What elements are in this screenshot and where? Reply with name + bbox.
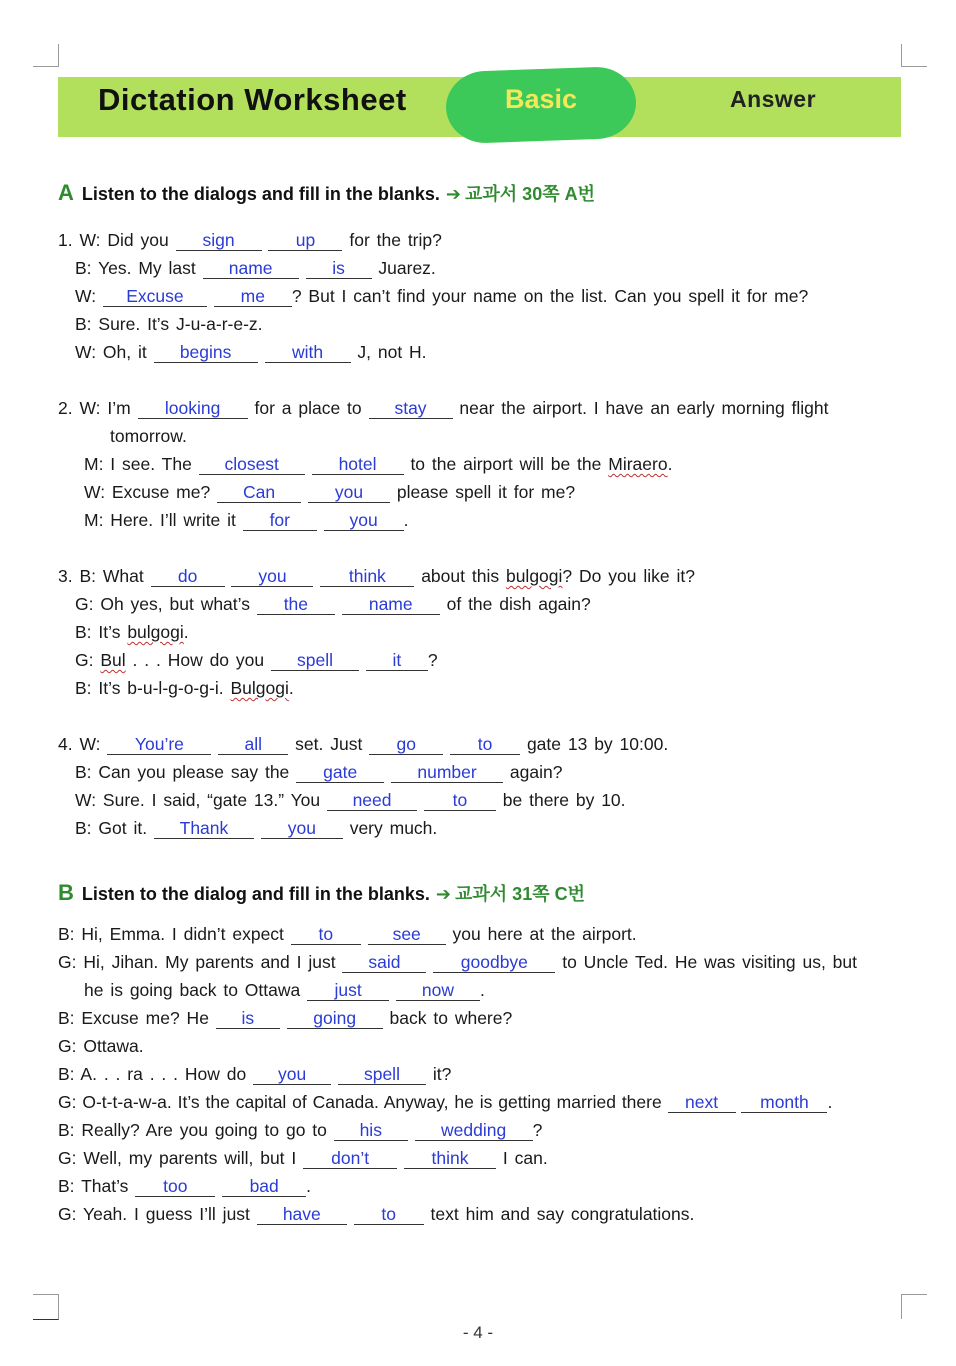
dialog-line: B: Got it. Thank you very much.: [75, 818, 438, 838]
dialog-line: G: Bul . . . How do you spell it ?: [75, 650, 438, 670]
answer-blank: Can: [217, 483, 301, 503]
page-number: - 4 -: [462, 1323, 494, 1342]
arrow-icon: ➔: [445, 184, 462, 204]
answer-blank: is: [216, 1009, 280, 1029]
answer-blank: me: [214, 287, 292, 307]
dialog-line: B: A. . . ra . . . How do you spell it?: [58, 1064, 452, 1084]
textbook-reference: 교과서 30쪽 A번: [465, 184, 595, 204]
dialog-line: W: Excuse me? Can you please spell it for me?: [84, 482, 576, 502]
answer-blank: Excuse: [103, 287, 207, 307]
answer-blank: just: [307, 981, 389, 1001]
section-letter: A: [58, 180, 74, 205]
answer-blank: his: [334, 1121, 408, 1141]
textbook-reference: 교과서 31쪽 C번: [455, 884, 585, 904]
section-b-heading: [58, 880, 585, 906]
answer-blank: up: [268, 231, 342, 251]
answer-blank: to: [450, 735, 520, 755]
answer-blank: bad: [222, 1177, 306, 1197]
answer-tab: Answer: [729, 86, 817, 112]
answer-blank: don’t: [303, 1149, 397, 1169]
answer-blank: name: [342, 595, 440, 615]
answer-blank: goodbye: [433, 953, 555, 973]
answer-blank: with: [265, 343, 351, 363]
answer-blank: now: [396, 981, 480, 1001]
dialog-line: W: Excuse me ? But I can’t find your name on the list. Can you spell it for me?: [75, 286, 809, 306]
section-a-heading: [58, 180, 595, 206]
answer-blank: looking: [138, 399, 248, 419]
dialog-line: W: Sure. I said, “gate 13.” You need to be there by 10.: [75, 790, 626, 810]
dialog-line: 2. W: I’m looking for a place to stay near the airport. I have an early morning flight: [58, 398, 829, 418]
dialog-line: B: Sure. It’s J-u-a-r-e-z.: [75, 314, 263, 334]
answer-blank: closest: [199, 455, 305, 475]
answer-blank: sign: [176, 231, 262, 251]
section-instruction: Listen to the dialogs and fill in the blanks.: [81, 184, 440, 204]
answer-blank: for: [243, 511, 317, 531]
crop-mark-top-right: [901, 44, 927, 67]
answer-blank: you: [324, 511, 404, 531]
answer-blank: gate: [296, 763, 384, 783]
answer-blank: see: [368, 925, 446, 945]
answer-blank: think: [404, 1149, 496, 1169]
answer-blank: is: [306, 259, 372, 279]
dialog-line: M: I see. The closest hotel to the airport will be the Miraero.: [84, 454, 673, 474]
worksheet-title: Dictation Worksheet: [98, 82, 407, 117]
answer-blank: go: [369, 735, 443, 755]
answer-blank: you: [231, 567, 313, 587]
dialog-line: B: Excuse me? He is going back to where?: [58, 1008, 513, 1028]
answer-blank: you: [308, 483, 390, 503]
answer-blank: begins: [154, 343, 258, 363]
answer-blank: to: [354, 1205, 424, 1225]
answer-blank: to: [291, 925, 361, 945]
dialog-line: B: Really? Are you going to go to his wedding ?: [58, 1120, 543, 1140]
dialog-line: B: That’s too bad .: [58, 1176, 312, 1196]
dialog-line: 1. W: Did you sign up for the trip?: [58, 230, 442, 250]
answer-blank: wedding: [415, 1121, 533, 1141]
answer-blank: think: [320, 567, 414, 587]
dialog-line: G: O-t-t-a-w-a. It’s the capital of Canada. Anyway, he is getting married there next month .: [58, 1092, 833, 1112]
answer-blank: have: [257, 1205, 347, 1225]
answer-blank: month: [741, 1093, 827, 1113]
dialog-line: G: Ottawa.: [58, 1036, 144, 1056]
arrow-icon: ➔: [435, 884, 452, 904]
answer-blank: do: [151, 567, 225, 587]
answer-blank: stay: [369, 399, 453, 419]
answer-blank: you: [253, 1065, 331, 1085]
crop-mark-bottom-right: [901, 1294, 927, 1319]
answer-blank: spell: [271, 651, 359, 671]
dialog-line: G: Hi, Jihan. My parents and I just said goodbye to Uncle Ted. He was visiting us, but: [58, 952, 858, 972]
crop-mark-top-left: [33, 44, 59, 67]
answer-blank: number: [391, 763, 503, 783]
section-letter: B: [58, 880, 74, 905]
answer-blank: going: [287, 1009, 383, 1029]
dialog-line: B: It’s bulgogi.: [75, 622, 189, 642]
answer-blank: all: [218, 735, 288, 755]
answer-blank: hotel: [312, 455, 404, 475]
section-instruction: Listen to the dialog and fill in the blanks.: [81, 884, 430, 904]
dialog-line: B: It’s b-u-l-g-o-g-i. Bulgogi.: [75, 678, 294, 698]
answer-blank: next: [668, 1093, 736, 1113]
answer-blank: said: [342, 953, 426, 973]
dialog-line: 3. B: What do you think about this bulgogi? Do you like it?: [58, 566, 695, 586]
dialog-line: W: Oh, it begins with J, not H.: [75, 342, 427, 362]
dialog-line: G: Well, my parents will, but I don’t think I can.: [58, 1148, 548, 1168]
level-badge: Basic: [504, 84, 578, 114]
dialog-line: B: Yes. My last name is Juarez.: [75, 258, 436, 278]
dialog-line: G: Yeah. I guess I’ll just have to text him and say congratulations.: [58, 1204, 695, 1224]
answer-blank: too: [135, 1177, 215, 1197]
dialog-line: B: Hi, Emma. I didn’t expect to see you here at the airport.: [58, 924, 637, 944]
answer-blank: You’re: [107, 735, 211, 755]
answer-blank: name: [203, 259, 299, 279]
dialog-line: he is going back to Ottawa just now .: [84, 980, 485, 1000]
answer-blank: the: [257, 595, 335, 615]
dialog-line: 4. W: You’re all set. Just go to gate 13 by 10:00.: [58, 734, 669, 754]
answer-blank: it: [366, 651, 428, 671]
answer-blank: spell: [338, 1065, 426, 1085]
dialog-line: tomorrow.: [110, 426, 187, 446]
answer-blank: Thank: [154, 819, 254, 839]
answer-blank: you: [261, 819, 343, 839]
answer-blank: need: [327, 791, 417, 811]
dialog-line: G: Oh yes, but what’s the name of the dish again?: [75, 594, 591, 614]
answer-blank: to: [424, 791, 496, 811]
dialog-line: M: Here. I’ll write it for you .: [84, 510, 409, 530]
dialog-line: B: Can you please say the gate number again?: [75, 762, 563, 782]
crop-mark-bottom-left: [33, 1294, 59, 1320]
